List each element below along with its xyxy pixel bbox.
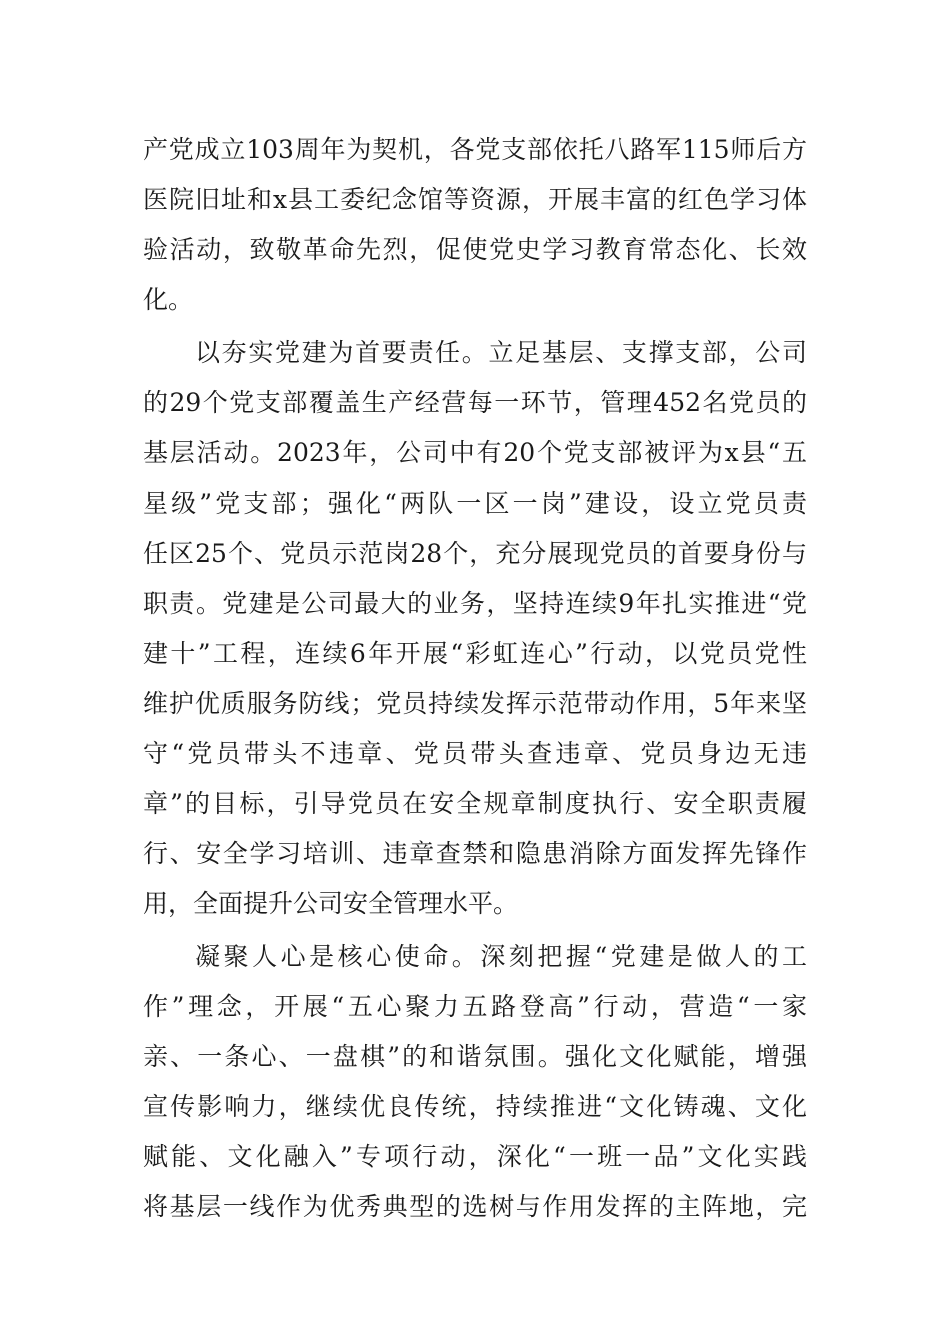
text-line: 赋能、文化融入”专项行动，深化“一班一品”文化实践 xyxy=(143,1142,807,1171)
text-line: 职责。党建是公司最大的业务，坚持连续9年扎实推进“党 xyxy=(143,589,807,618)
text-line: 将基层一线作为优秀典型的选树与作用发挥的主阵地，完 xyxy=(143,1192,807,1221)
text-line: 星级”党支部；强化“两队一区一岗”建设，设立党员责 xyxy=(143,489,807,518)
paragraph-first-line: 凝聚人心是核心使命。深刻把握“党建是做人的工 xyxy=(195,942,807,971)
text-line: 维护优质服务防线；党员持续发挥示范带动作用，5年来坚 xyxy=(143,689,807,718)
text-line: 章”的目标，引导党员在安全规章制度执行、安全职责履 xyxy=(143,789,807,818)
text-line: 医院旧址和x县工委纪念馆等资源，开展丰富的红色学习体 xyxy=(143,185,807,214)
text-line: 化。 xyxy=(143,285,194,314)
text-line: 行、安全学习培训、违章查禁和隐患消除方面发挥先锋作 xyxy=(143,839,807,868)
text-line: 的29个党支部覆盖生产经营每一环节，管理452名党员的 xyxy=(143,388,807,417)
text-line: 建十”工程，连续6年开展“彩虹连心”行动，以党员党性 xyxy=(143,639,807,668)
text-line: 宣传影响力，继续优良传统，持续推进“文化铸魂、文化 xyxy=(143,1092,807,1121)
text-line: 任区25个、党员示范岗28个，充分展现党员的首要身份与 xyxy=(143,539,807,568)
text-line: 守“党员带头不违章、党员带头查违章、党员身边无违 xyxy=(143,739,807,768)
text-line: 作”理念，开展“五心聚力五路登高”行动，营造“一家 xyxy=(143,992,807,1021)
text-line: 基层活动。2023年，公司中有20个党支部被评为x县“五 xyxy=(143,438,807,467)
paragraph-first-line: 以夯实党建为首要责任。立足基层、支撑支部，公司 xyxy=(195,338,807,367)
text-line: 验活动，致敬革命先烈，促使党史学习教育常态化、长效 xyxy=(143,235,807,264)
text-line: 产党成立103周年为契机，各党支部依托八路军115师后方 xyxy=(143,135,807,164)
text-line: 用，全面提升公司安全管理水平。 xyxy=(143,889,519,918)
text-line: 亲、一条心、一盘棋”的和谐氛围。强化文化赋能，增强 xyxy=(143,1042,807,1071)
